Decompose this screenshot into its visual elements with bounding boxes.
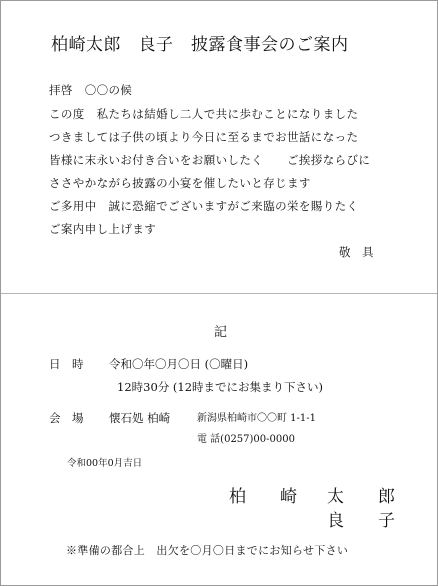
letter-line: ささやかながら披露の小宴を催したいと存じます (49, 176, 311, 190)
sender-family-name: 柏 崎 (229, 487, 297, 507)
fold-divider (1, 293, 437, 294)
sender-name-1: 太 郎 (327, 487, 395, 507)
venue-name: 懐石処 柏崎 (109, 411, 171, 425)
venue-phone: 電 話(0257)00-0000 (197, 434, 295, 445)
schedule-label: 日 時 (49, 357, 84, 371)
issue-date: 令和00年0月吉日 (67, 458, 143, 469)
rsvp-note: ※準備の都合上 出欠を〇月〇日までにお知らせ下さい (66, 544, 349, 557)
invitation-title: 柏崎太郎 良子 披露食事会のご案内 (51, 35, 349, 55)
venue-label: 会 場 (49, 411, 84, 425)
letter-line: 拝啓 〇〇の候 (49, 83, 133, 97)
venue-address: 新潟県柏崎市〇〇町 1-1-1 (197, 413, 317, 424)
letter-line: 皆様に末永いお付き合いをお願いしたく ご挨拶ならびに (49, 153, 371, 167)
schedule-time: 12時30分 (12時までにお集まり下さい) (117, 380, 324, 394)
schedule-date: 令和〇年〇月〇日 (〇曜日) (109, 357, 249, 371)
closing-keigu: 敬 具 (339, 245, 374, 259)
letter-line: ご多用中 誠に恐縮でございますがご来臨の栄を賜りたく (49, 199, 359, 213)
ki-heading: 記 (214, 325, 228, 340)
letter-line: ご案内申し上げます (49, 222, 157, 236)
letter-line: つきましては子供の頃より今日に至るまでお世話になった (49, 130, 359, 144)
letter-line: この度 私たちは結婚し二人で共に歩むことになりました (49, 107, 359, 121)
sender-name-2: 良 子 (327, 511, 395, 531)
